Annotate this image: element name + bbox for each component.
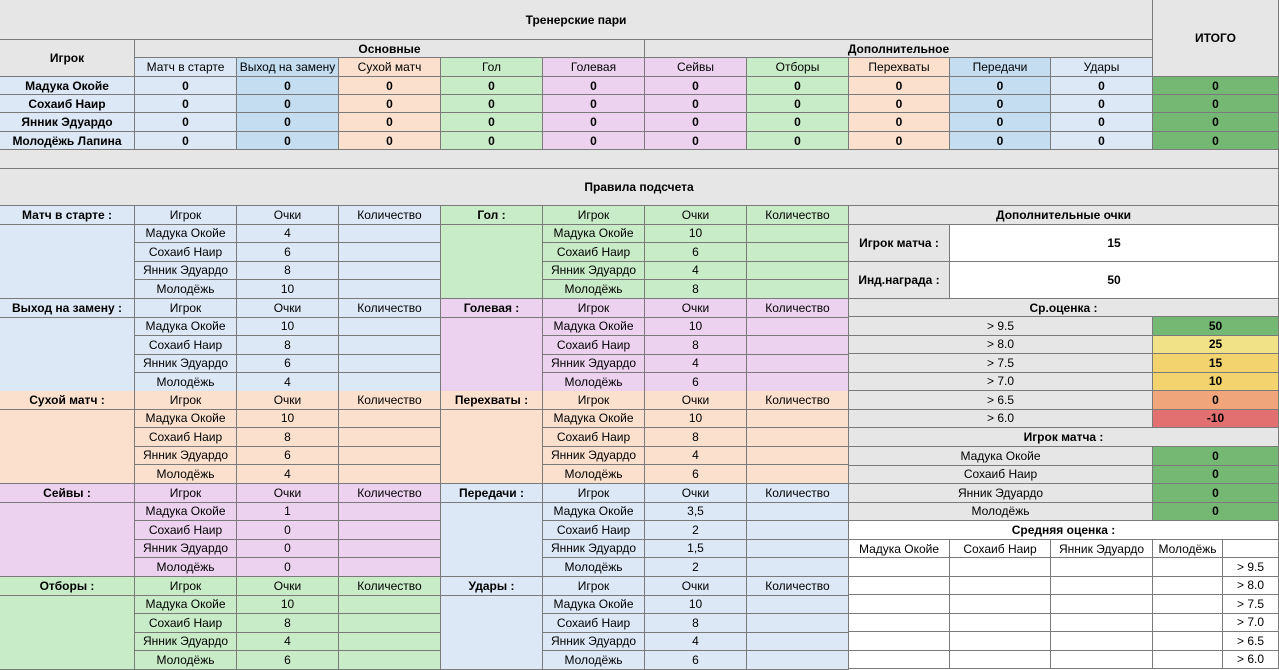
score-cell[interactable]: 0 [747, 77, 849, 95]
rule-points[interactable]: 8 [645, 280, 747, 299]
rule-header-player: Игрок [135, 577, 237, 596]
rule-header-qty: Количество [747, 577, 849, 596]
rule-header-points: Очки [645, 484, 747, 503]
mvp-points[interactable]: 0 [1153, 466, 1279, 485]
mean-rating-player: Молодёжь [1153, 540, 1223, 558]
rule-quantity[interactable] [339, 596, 441, 615]
avg-threshold: > 6.0 [849, 410, 1153, 429]
rule-label: Сейвы : [0, 484, 135, 503]
column-header: Удары [1051, 58, 1153, 77]
mean-rating-corner [1223, 540, 1279, 558]
rule-header-player: Игрок [135, 391, 237, 410]
rule-points[interactable]: 0 [237, 558, 339, 577]
mean-threshold: > 7.5 [1223, 595, 1279, 614]
rule-label-spacer [441, 225, 543, 299]
rule-header-player: Игрок [543, 391, 645, 410]
rule-points[interactable]: 2 [645, 558, 747, 577]
rule-quantity[interactable] [747, 428, 849, 447]
rule-quantity[interactable] [747, 318, 849, 337]
extra-title: Дополнительные очки [849, 206, 1279, 225]
rule-label: Отборы : [0, 577, 135, 596]
rule-header-points: Очки [645, 577, 747, 596]
rule-quantity[interactable] [339, 503, 441, 522]
rule-player: Мадука Окойе [543, 225, 645, 244]
rule-quantity[interactable] [747, 633, 849, 652]
mvp-points[interactable]: 0 [1153, 503, 1279, 522]
rule-points[interactable]: 6 [237, 355, 339, 374]
rule-player: Янник Эдуардо [135, 262, 237, 281]
column-header: Передачи [950, 58, 1051, 77]
rule-player: Янник Эдуардо [543, 447, 645, 466]
rule-player: Янник Эдуардо [543, 633, 645, 652]
mean-rating-input[interactable] [1051, 614, 1153, 633]
rule-header-player: Игрок [543, 206, 645, 225]
rule-points[interactable]: 10 [645, 225, 747, 244]
score-cell[interactable]: 0 [339, 95, 441, 113]
rule-quantity[interactable] [339, 465, 441, 484]
score-cell[interactable]: 0 [237, 77, 339, 95]
rule-points[interactable]: 6 [645, 373, 747, 392]
rule-points[interactable]: 4 [237, 633, 339, 652]
rule-quantity[interactable] [339, 651, 441, 670]
rule-header-points: Очки [237, 484, 339, 503]
column-header: Перехваты [849, 58, 950, 77]
group-main-header: Основные [135, 40, 645, 58]
mean-rating-input[interactable] [1153, 614, 1223, 633]
rule-quantity[interactable] [339, 447, 441, 466]
rule-points[interactable]: 1,5 [645, 540, 747, 559]
rule-quantity[interactable] [339, 428, 441, 447]
rule-points[interactable]: 6 [645, 465, 747, 484]
mean-rating-input[interactable] [1051, 595, 1153, 614]
rule-label-spacer [441, 410, 543, 484]
rule-player: Янник Эдуардо [543, 540, 645, 559]
player-name: Сохаиб Наир [0, 95, 135, 113]
score-cell[interactable]: 0 [441, 132, 543, 150]
score-cell[interactable]: 0 [950, 77, 1051, 95]
rule-label: Перехваты : [441, 391, 543, 410]
mean-rating-input[interactable] [950, 558, 1051, 577]
mean-threshold: > 7.0 [1223, 614, 1279, 633]
player-header: Игрок [0, 40, 135, 77]
rule-label: Матч в старте : [0, 206, 135, 225]
rule-header-qty: Количество [747, 206, 849, 225]
rule-player: Сохаиб Наир [543, 428, 645, 447]
score-cell[interactable]: 0 [135, 77, 237, 95]
rule-quantity[interactable] [339, 614, 441, 633]
rule-header-qty: Количество [339, 484, 441, 503]
rule-quantity[interactable] [339, 558, 441, 577]
rule-player: Молодёжь [543, 465, 645, 484]
score-cell[interactable]: 0 [950, 113, 1051, 132]
rule-player: Молодёжь [135, 280, 237, 299]
rule-header-qty: Количество [339, 299, 441, 318]
rule-player: Сохаиб Наир [543, 614, 645, 633]
score-cell[interactable]: 0 [849, 113, 950, 132]
score-cell[interactable]: 0 [645, 95, 747, 113]
rule-label: Удары : [441, 577, 543, 596]
rule-points[interactable]: 10 [645, 596, 747, 615]
mean-rating-input[interactable] [849, 614, 950, 633]
score-cell[interactable]: 0 [441, 113, 543, 132]
mean-rating-input[interactable] [950, 577, 1051, 596]
score-cell[interactable]: 0 [543, 132, 645, 150]
mean-rating-input[interactable] [849, 651, 950, 670]
avg-rating-title: Ср.оценка : [849, 299, 1279, 317]
rule-header-points: Очки [237, 577, 339, 596]
rule-quantity[interactable] [747, 558, 849, 577]
rule-points[interactable]: 10 [237, 280, 339, 299]
score-cell[interactable]: 0 [135, 113, 237, 132]
avg-points[interactable]: 10 [1153, 373, 1279, 392]
mean-rating-input[interactable] [950, 614, 1051, 633]
rule-player: Мадука Окойе [543, 410, 645, 429]
avg-threshold: > 7.0 [849, 373, 1153, 392]
mean-threshold: > 6.5 [1223, 632, 1279, 651]
rule-quantity[interactable] [339, 318, 441, 337]
rule-player: Молодёжь [135, 465, 237, 484]
total-cell: 0 [1153, 113, 1279, 132]
rule-quantity[interactable] [747, 225, 849, 244]
mean-rating-input[interactable] [849, 632, 950, 651]
rule-header-points: Очки [645, 206, 747, 225]
mean-rating-input[interactable] [1153, 651, 1223, 670]
mvp-value[interactable]: 15 [950, 225, 1279, 262]
mean-rating-input[interactable] [849, 558, 950, 577]
rule-quantity[interactable] [747, 614, 849, 633]
mean-rating-input[interactable] [1153, 558, 1223, 577]
rule-header-points: Очки [237, 391, 339, 410]
score-cell[interactable]: 0 [747, 132, 849, 150]
rule-player: Мадука Окойе [543, 596, 645, 615]
rule-player: Молодёжь [543, 373, 645, 392]
rule-quantity[interactable] [339, 521, 441, 540]
rule-header-qty: Количество [747, 391, 849, 410]
rule-player: Янник Эдуардо [135, 355, 237, 374]
score-cell[interactable]: 0 [950, 95, 1051, 113]
avg-points[interactable]: 15 [1153, 354, 1279, 373]
rule-label-spacer [0, 596, 135, 670]
rule-points[interactable]: 8 [237, 262, 339, 281]
rule-quantity[interactable] [747, 336, 849, 355]
score-cell[interactable]: 0 [1051, 77, 1153, 95]
player-name: Молодёжь Лапина [0, 132, 135, 150]
rule-header-points: Очки [237, 299, 339, 318]
mean-rating-player: Мадука Окойе [849, 540, 950, 558]
rule-header-qty: Количество [339, 206, 441, 225]
mean-threshold: > 8.0 [1223, 577, 1279, 596]
score-cell[interactable]: 0 [441, 77, 543, 95]
rule-player: Мадука Окойе [135, 225, 237, 244]
rule-player: Сохаиб Наир [135, 243, 237, 262]
award-label: Инд.награда : [849, 262, 950, 299]
total-header: ИТОГО [1153, 0, 1279, 77]
rule-player: Янник Эдуардо [135, 447, 237, 466]
score-cell[interactable]: 0 [339, 77, 441, 95]
rule-quantity[interactable] [747, 243, 849, 262]
mean-rating-input[interactable] [1153, 632, 1223, 651]
score-cell[interactable]: 0 [849, 132, 950, 150]
rule-quantity[interactable] [339, 373, 441, 392]
rule-quantity[interactable] [339, 410, 441, 429]
score-cell[interactable]: 0 [747, 113, 849, 132]
rule-points[interactable]: 3,5 [645, 503, 747, 522]
rule-quantity[interactable] [339, 280, 441, 299]
rule-player: Молодёжь [543, 280, 645, 299]
rule-label: Сухой матч : [0, 391, 135, 410]
rule-points[interactable]: 4 [645, 262, 747, 281]
avg-threshold: > 6.5 [849, 391, 1153, 410]
mvp-label: Игрок матча : [849, 225, 950, 262]
rule-points[interactable]: 6 [237, 651, 339, 670]
total-cell: 0 [1153, 132, 1279, 150]
rule-points[interactable]: 6 [237, 243, 339, 262]
rule-player: Молодёжь [543, 558, 645, 577]
rule-player: Мадука Окойе [135, 318, 237, 337]
rule-points[interactable]: 2 [645, 521, 747, 540]
mean-rating-input[interactable] [1153, 577, 1223, 596]
rule-label-spacer [0, 318, 135, 392]
rule-player: Мадука Окойе [543, 503, 645, 522]
score-cell[interactable]: 0 [339, 132, 441, 150]
rule-player: Сохаиб Наир [135, 336, 237, 355]
rule-header-qty: Количество [339, 391, 441, 410]
rule-points[interactable]: 6 [237, 447, 339, 466]
rule-label: Голевая : [441, 299, 543, 318]
column-header: Матч в старте [135, 58, 237, 77]
rule-header-player: Игрок [543, 577, 645, 596]
rule-player: Сохаиб Наир [543, 521, 645, 540]
avg-threshold: > 9.5 [849, 317, 1153, 336]
rule-header-player: Игрок [135, 206, 237, 225]
score-cell[interactable]: 0 [543, 77, 645, 95]
score-cell[interactable]: 0 [237, 113, 339, 132]
score-cell[interactable]: 0 [645, 132, 747, 150]
rule-player: Мадука Окойе [135, 410, 237, 429]
score-cell[interactable]: 0 [849, 95, 950, 113]
rule-player: Молодёжь [135, 373, 237, 392]
rule-points[interactable]: 0 [237, 521, 339, 540]
rule-points[interactable]: 1 [237, 503, 339, 522]
player-name: Мадука Окойе [0, 77, 135, 95]
avg-points[interactable]: 50 [1153, 317, 1279, 336]
mean-rating-input[interactable] [1051, 577, 1153, 596]
rule-header-qty: Количество [339, 577, 441, 596]
rule-player: Янник Эдуардо [543, 355, 645, 374]
rule-label: Выход на замену : [0, 299, 135, 318]
rule-quantity[interactable] [339, 262, 441, 281]
rule-points[interactable]: 4 [237, 373, 339, 392]
rule-player: Янник Эдуардо [135, 540, 237, 559]
score-cell[interactable]: 0 [1051, 113, 1153, 132]
score-cell[interactable]: 0 [543, 95, 645, 113]
mvp-player: Молодёжь [849, 503, 1153, 522]
rule-points[interactable]: 6 [645, 243, 747, 262]
column-header: Отборы [747, 58, 849, 77]
mean-rating-player: Янник Эдуардо [1051, 540, 1153, 558]
rule-label-spacer [0, 225, 135, 299]
rule-player: Мадука Окойе [135, 503, 237, 522]
mean-rating-input[interactable] [950, 595, 1051, 614]
rule-player: Янник Эдуардо [135, 633, 237, 652]
rule-header-qty: Количество [747, 484, 849, 503]
mean-rating-input[interactable] [849, 595, 950, 614]
avg-points[interactable]: 0 [1153, 391, 1279, 410]
mean-threshold: > 6.0 [1223, 651, 1279, 670]
rule-points[interactable]: 6 [645, 651, 747, 670]
rule-player: Сохаиб Наир [135, 614, 237, 633]
score-cell[interactable]: 0 [645, 113, 747, 132]
column-header: Сейвы [645, 58, 747, 77]
total-cell: 0 [1153, 95, 1279, 113]
mean-rating-player: Сохаиб Наир [950, 540, 1051, 558]
rule-quantity[interactable] [747, 447, 849, 466]
mvp-points[interactable]: 0 [1153, 447, 1279, 466]
mean-rating-input[interactable] [1153, 595, 1223, 614]
rule-points[interactable]: 4 [645, 355, 747, 374]
rule-points[interactable]: 0 [237, 540, 339, 559]
avg-points[interactable]: -10 [1153, 410, 1279, 429]
mean-rating-input[interactable] [849, 577, 950, 596]
rule-label-spacer [441, 503, 543, 577]
rule-label-spacer [0, 503, 135, 577]
mvp-player: Мадука Окойе [849, 447, 1153, 466]
column-header: Сухой матч [339, 58, 441, 77]
rule-points[interactable]: 10 [237, 410, 339, 429]
player-name: Янник Эдуардо [0, 113, 135, 132]
rule-points[interactable]: 4 [237, 225, 339, 244]
score-cell[interactable]: 0 [950, 132, 1051, 150]
rule-points[interactable]: 10 [237, 596, 339, 615]
rule-quantity[interactable] [339, 243, 441, 262]
rule-player: Мадука Окойе [543, 318, 645, 337]
rule-label: Передачи : [441, 484, 543, 503]
table-title: Тренерские пари [0, 0, 1153, 40]
mvp-player: Янник Эдуардо [849, 484, 1153, 503]
mean-rating-input[interactable] [950, 632, 1051, 651]
score-cell[interactable]: 0 [849, 77, 950, 95]
rule-player: Молодёжь [135, 558, 237, 577]
spacer-row [0, 150, 1279, 169]
rule-header-player: Игрок [543, 299, 645, 318]
rule-quantity[interactable] [747, 280, 849, 299]
rule-quantity[interactable] [747, 540, 849, 559]
award-value[interactable]: 50 [950, 262, 1279, 299]
mean-rating-title: Средняя оценка : [849, 521, 1279, 540]
rule-quantity[interactable] [339, 355, 441, 374]
rule-player: Сохаиб Наир [135, 521, 237, 540]
rule-player: Сохаиб Наир [135, 428, 237, 447]
rule-points[interactable]: 8 [645, 614, 747, 633]
rule-quantity[interactable] [339, 633, 441, 652]
score-cell[interactable]: 0 [237, 132, 339, 150]
rule-points[interactable]: 8 [237, 428, 339, 447]
rule-points[interactable]: 4 [237, 465, 339, 484]
mean-rating-input[interactable] [1051, 558, 1153, 577]
rule-quantity[interactable] [339, 336, 441, 355]
score-cell[interactable]: 0 [543, 113, 645, 132]
rule-label-spacer [0, 410, 135, 484]
score-cell[interactable]: 0 [135, 95, 237, 113]
avg-threshold: > 8.0 [849, 336, 1153, 355]
rule-header-points: Очки [645, 391, 747, 410]
total-cell: 0 [1153, 77, 1279, 95]
rule-label: Гол : [441, 206, 543, 225]
rule-player: Янник Эдуардо [543, 262, 645, 281]
rule-header-qty: Количество [747, 299, 849, 318]
score-cell[interactable]: 0 [441, 95, 543, 113]
avg-threshold: > 7.5 [849, 354, 1153, 373]
rule-points[interactable]: 4 [645, 447, 747, 466]
rule-header-player: Игрок [135, 299, 237, 318]
rules-title: Правила подсчета [0, 169, 1279, 206]
mean-rating-input[interactable] [1051, 651, 1153, 670]
rule-header-player: Игрок [543, 484, 645, 503]
rule-player: Молодёжь [135, 651, 237, 670]
rule-player: Сохаиб Наир [543, 336, 645, 355]
group-extra-header: Дополнительное [645, 40, 1153, 58]
score-cell[interactable]: 0 [1051, 132, 1153, 150]
score-cell[interactable]: 0 [135, 132, 237, 150]
rule-player: Мадука Окойе [135, 596, 237, 615]
rule-points[interactable]: 4 [645, 633, 747, 652]
rule-header-points: Очки [645, 299, 747, 318]
rule-quantity[interactable] [747, 521, 849, 540]
column-header: Голевая [543, 58, 645, 77]
score-cell[interactable]: 0 [339, 113, 441, 132]
mvp-points[interactable]: 0 [1153, 484, 1279, 503]
mvp-player: Сохаиб Наир [849, 466, 1153, 485]
mean-threshold: > 9.5 [1223, 558, 1279, 577]
column-header: Гол [441, 58, 543, 77]
rule-points[interactable]: 8 [237, 614, 339, 633]
rule-quantity[interactable] [747, 262, 849, 281]
score-cell[interactable]: 0 [1051, 95, 1153, 113]
mean-rating-input[interactable] [950, 651, 1051, 670]
rule-points[interactable]: 10 [237, 318, 339, 337]
mean-rating-input[interactable] [1051, 632, 1153, 651]
rule-points[interactable]: 10 [645, 410, 747, 429]
rule-quantity[interactable] [747, 503, 849, 522]
mvp-section-title: Игрок матча : [849, 428, 1279, 447]
rule-points[interactable]: 10 [645, 318, 747, 337]
score-cell[interactable]: 0 [747, 95, 849, 113]
rule-quantity[interactable] [747, 651, 849, 670]
rule-points[interactable]: 8 [237, 336, 339, 355]
rule-label-spacer [441, 318, 543, 392]
rule-header-player: Игрок [135, 484, 237, 503]
rule-quantity[interactable] [747, 410, 849, 429]
rule-quantity[interactable] [747, 355, 849, 374]
column-header: Выход на замену [237, 58, 339, 77]
rule-points[interactable]: 8 [645, 428, 747, 447]
score-cell[interactable]: 0 [237, 95, 339, 113]
rule-quantity[interactable] [747, 465, 849, 484]
avg-points[interactable]: 25 [1153, 336, 1279, 355]
rule-points[interactable]: 8 [645, 336, 747, 355]
rule-quantity[interactable] [339, 225, 441, 244]
rule-header-points: Очки [237, 206, 339, 225]
rule-quantity[interactable] [747, 373, 849, 392]
rule-quantity[interactable] [339, 540, 441, 559]
rule-quantity[interactable] [747, 596, 849, 615]
rule-label-spacer [441, 596, 543, 670]
score-cell[interactable]: 0 [645, 77, 747, 95]
rule-player: Сохаиб Наир [543, 243, 645, 262]
rule-player: Молодёжь [543, 651, 645, 670]
